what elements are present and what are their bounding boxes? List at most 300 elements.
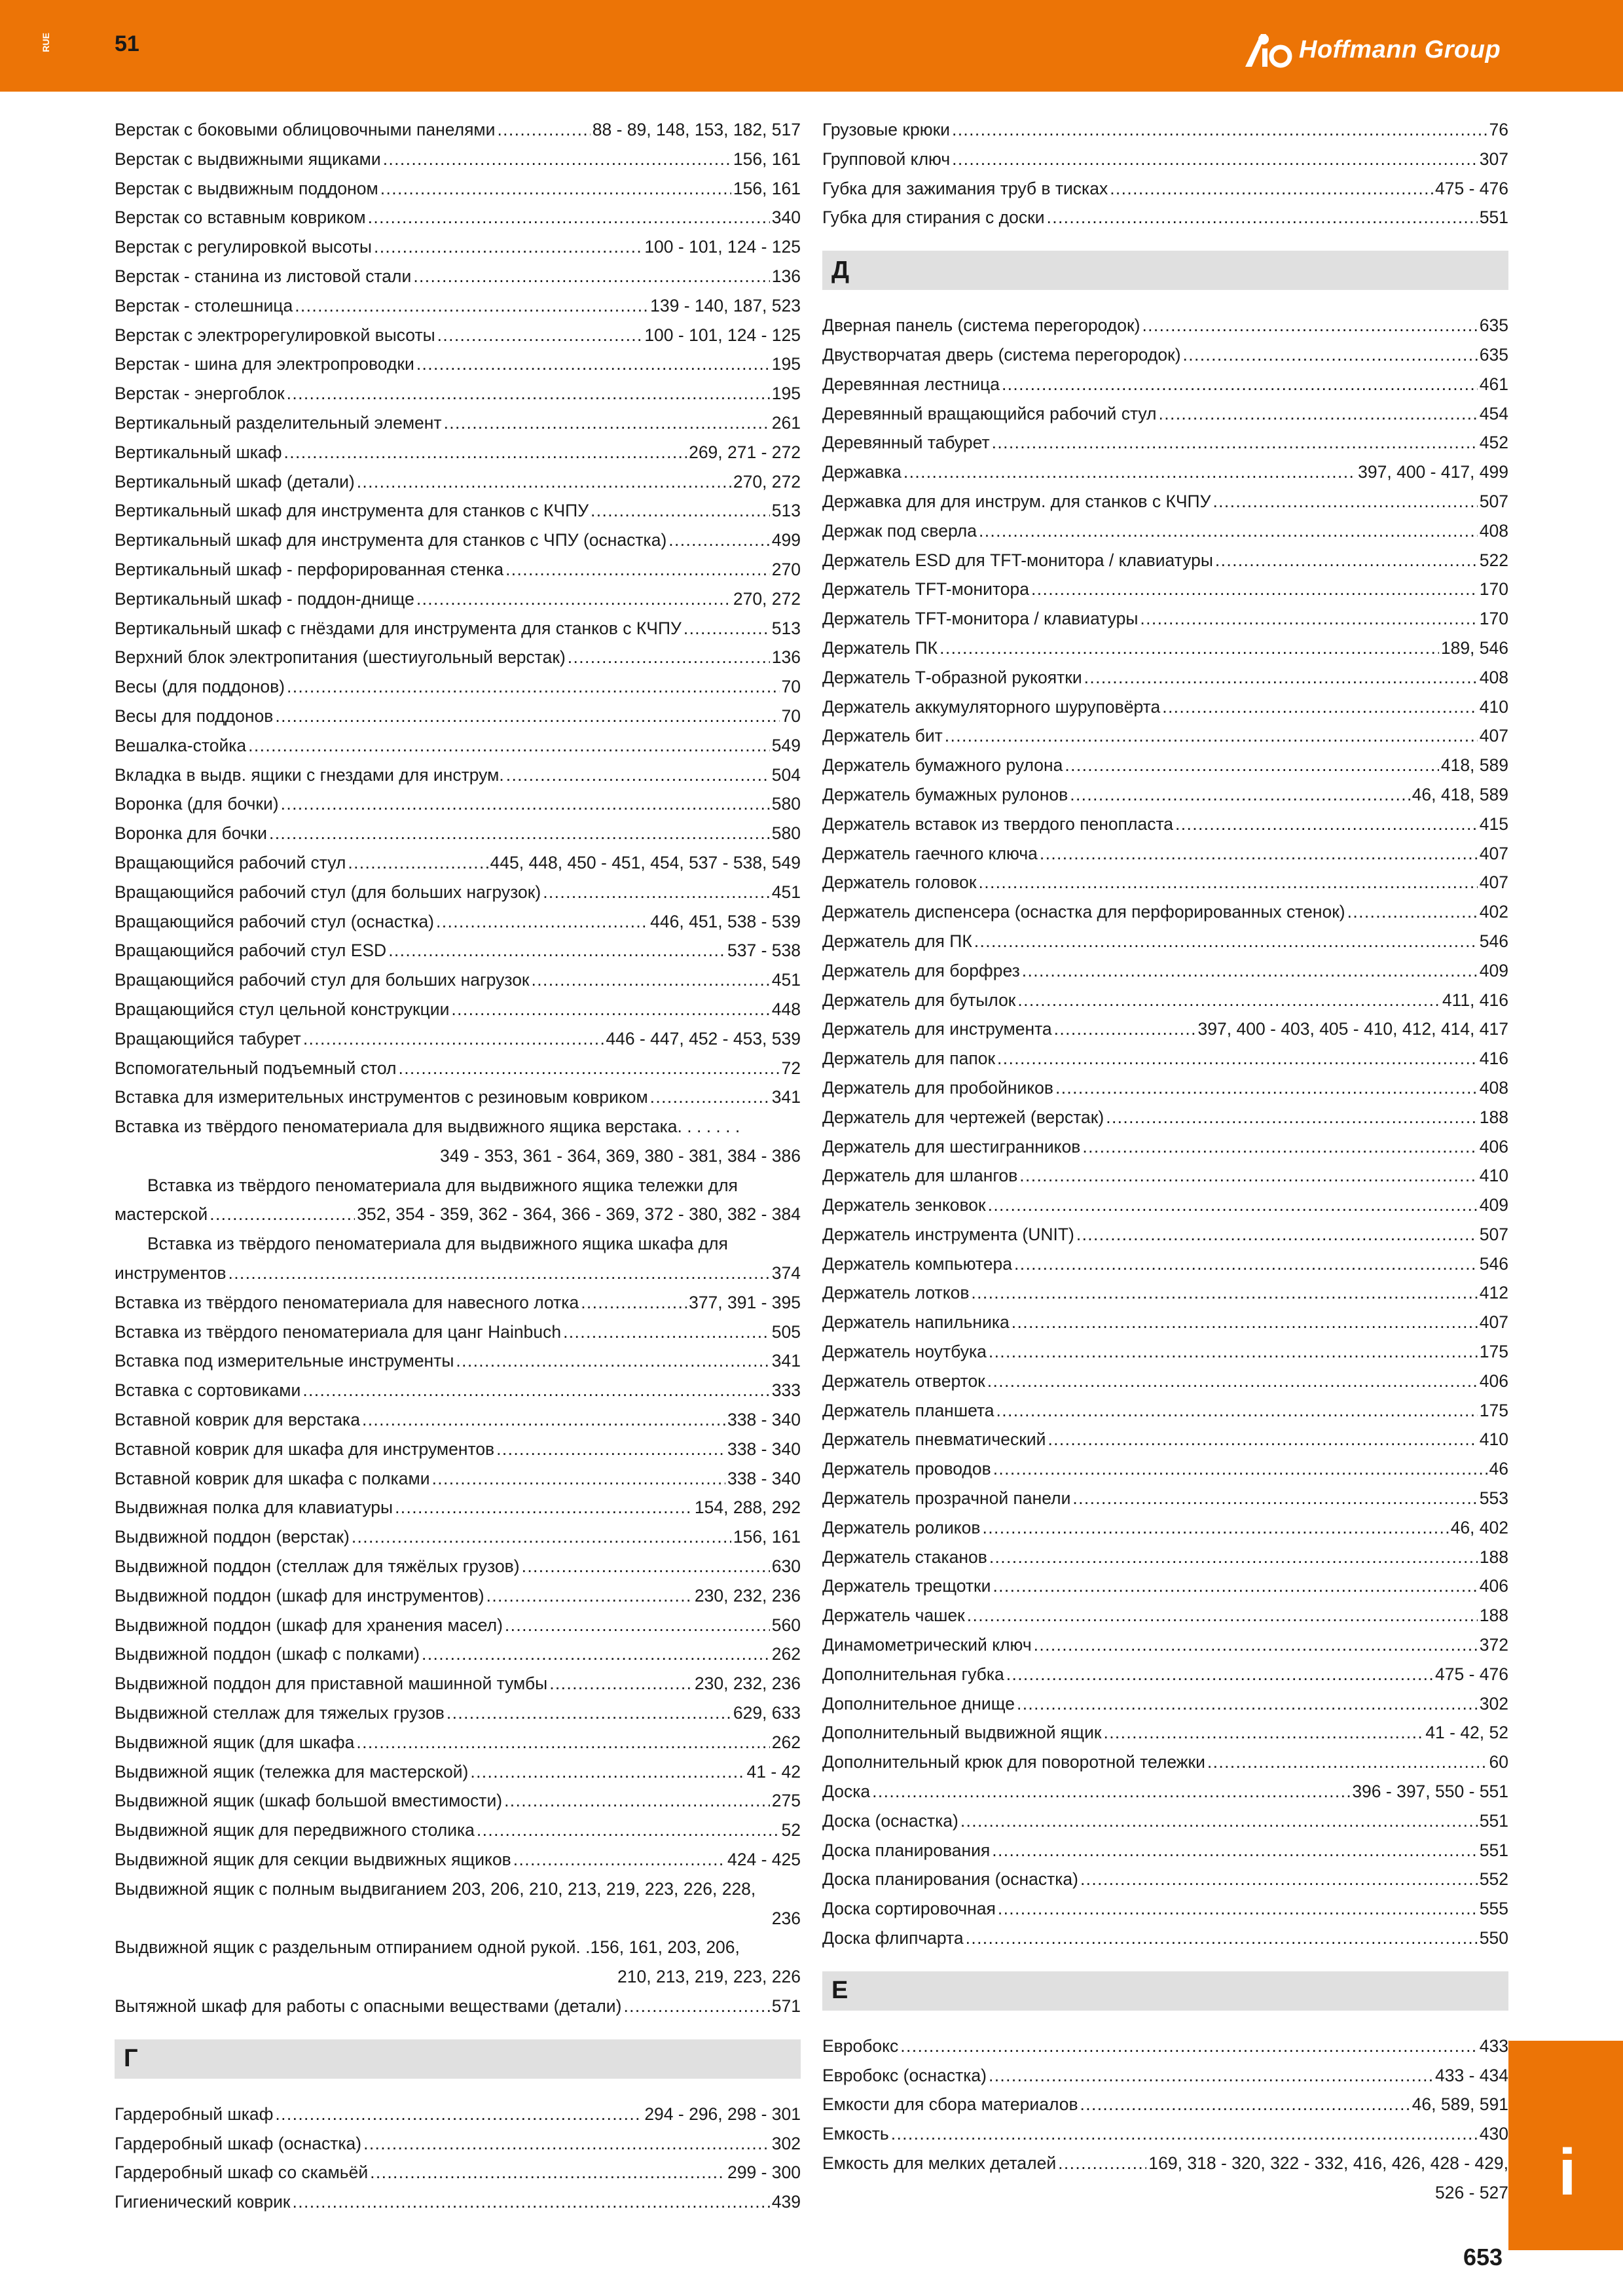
entry-pages: 410	[1479, 696, 1508, 717]
list-item	[115, 1493, 801, 1522]
entry-term: Верхний блок электропитания (шестиугольный верстак)	[115, 647, 566, 668]
entry-pages: 499	[771, 530, 801, 550]
entry-term: Емкость для мелких деталей	[822, 2153, 1057, 2173]
leader-dots	[993, 1571, 1477, 1601]
list-item	[822, 1660, 1508, 1689]
list-item	[822, 1454, 1508, 1484]
entry-term: Вставной коврик для шкафа с полками	[115, 1468, 430, 1488]
entry-pages: 507	[1479, 1224, 1508, 1244]
entry-pages: 70	[781, 706, 801, 726]
entry-pages: 333	[771, 1380, 801, 1401]
list-item	[822, 546, 1508, 575]
entry-pages: 415	[1479, 814, 1508, 834]
entry-term: Держатель для пробойников	[822, 1077, 1053, 1098]
logo-text: Hoffmann Group	[1299, 35, 1501, 63]
entry-term: Весы (для поддонов)	[115, 677, 285, 697]
leader-dots	[1183, 340, 1478, 370]
entry-term: Выдвижной ящик для секции выдвижных ящиков	[115, 1850, 511, 1870]
leader-dots	[470, 1757, 744, 1787]
leader-dots	[1072, 1484, 1477, 1513]
leader-dots	[900, 2032, 1477, 2061]
list-item	[822, 1367, 1508, 1396]
entry-pages: 270, 272	[733, 588, 801, 609]
entry-term: Групповой ключ	[822, 149, 951, 169]
entry-pages: 513	[771, 501, 801, 521]
entry-pages: 195	[771, 384, 801, 404]
leader-dots	[486, 1581, 693, 1611]
list-item	[115, 496, 801, 526]
entry-term: Держатель стаканов	[822, 1547, 987, 1567]
entry-term: Динамометрический ключ	[822, 1635, 1032, 1655]
entry-pages: 445, 448, 450 - 451, 454, 537 - 538, 549	[490, 852, 801, 872]
leader-dots	[668, 526, 770, 555]
list-item	[115, 1200, 801, 1229]
entry-pages: 551	[1479, 1810, 1508, 1831]
entry-term: Верстак с электрорегулировкой высоты	[115, 325, 435, 345]
list-item	[115, 614, 801, 643]
leader-dots	[1215, 546, 1478, 575]
leader-dots	[380, 174, 731, 204]
leader-dots	[395, 1493, 693, 1522]
entry-term: Дверная панель (система перегородок)	[822, 315, 1140, 336]
entry-term: Верстак с выдвижным поддоном	[115, 178, 378, 198]
entry-term: Держатель для ПК	[822, 931, 972, 951]
list-item	[822, 487, 1508, 516]
entry-term: Держатель для шестигранников	[822, 1136, 1081, 1157]
entry-pages: 537 - 538	[727, 941, 801, 961]
entry-term: Доска сортировочная	[822, 1899, 996, 1919]
entry-term: Держатель инструмента (UNIT)	[822, 1224, 1074, 1244]
list-item	[822, 457, 1508, 487]
list-item	[822, 2119, 1508, 2149]
entry-term: Держатель проводов	[822, 1459, 991, 1479]
entry-pages: 302	[771, 2133, 801, 2153]
leader-dots	[303, 1024, 604, 1054]
entry-pages: 195	[771, 354, 801, 374]
leader-dots	[966, 1924, 1478, 1953]
entry-term: Воронка для бочки	[115, 823, 267, 844]
entry-pages: 505	[771, 1321, 801, 1342]
entry-pages: 307	[1479, 149, 1508, 169]
entry-pages: 88 - 89, 148, 153, 182, 517	[592, 120, 801, 139]
entry-pages: 170	[1479, 609, 1508, 629]
list-item	[115, 936, 801, 965]
leader-dots	[416, 350, 770, 379]
entry-pages: 526 - 527	[1435, 2182, 1508, 2202]
leader-dots	[543, 878, 770, 907]
leader-dots	[210, 1200, 355, 1229]
list-item	[115, 1259, 801, 1288]
entry-term: Выдвижной ящик с полным выдвиганием 203, 206, 210, 213, 219, 223, 226, 228,	[115, 1878, 756, 1899]
entry-pages: 46, 589, 591	[1412, 2094, 1508, 2115]
list-item	[822, 399, 1508, 429]
entry-term: Вертикальный разделительный элемент	[115, 412, 442, 433]
entry-pages: 46	[1489, 1459, 1508, 1479]
list-item	[115, 1669, 801, 1698]
list-item	[115, 1552, 801, 1581]
leader-dots	[549, 1669, 693, 1698]
entry-pages: 407	[1479, 1312, 1508, 1333]
entry-pages: 136	[771, 266, 801, 286]
entry-pages: 338 - 340	[727, 1410, 801, 1430]
leader-dots	[1080, 2090, 1410, 2119]
leader-dots	[581, 1288, 687, 1318]
leader-dots	[505, 1611, 770, 1640]
entry-pages: 188	[1479, 1547, 1508, 1567]
list-item	[822, 1044, 1508, 1073]
leader-dots	[960, 1806, 1478, 1836]
leader-dots	[988, 1191, 1478, 1220]
list-item	[822, 1543, 1508, 1572]
entry-pages: 408	[1479, 520, 1508, 541]
entry-list	[822, 115, 1508, 232]
leader-dots	[348, 848, 488, 878]
entry-term: Грузовые крюки	[822, 120, 950, 139]
leader-dots	[971, 1278, 1477, 1308]
entry-term: Вставка из твёрдого пеноматериала для выдвижного ящика шкафа для	[147, 1234, 728, 1254]
leader-dots	[1034, 1630, 1478, 1660]
entry-pages: 424 - 425	[727, 1850, 801, 1870]
list-item	[822, 2178, 1508, 2208]
entry-term: Держатель лотков	[822, 1283, 970, 1303]
list-item	[115, 1611, 801, 1640]
leader-dots	[388, 936, 725, 965]
entry-term: Держатель трещотки	[822, 1576, 991, 1596]
list-item	[822, 751, 1508, 780]
page-number-top: 51	[115, 31, 139, 56]
entry-term: Выдвижной ящик для передвижного столика	[115, 1820, 475, 1840]
entry-term: Держатель отверток	[822, 1371, 985, 1391]
leader-dots	[1006, 1660, 1433, 1689]
entry-pages: 408	[1479, 667, 1508, 687]
leader-dots	[563, 1318, 770, 1347]
leader-dots	[997, 1044, 1478, 1073]
entry-term: Весы для поддонов	[115, 706, 274, 726]
entry-pages: 397, 400 - 417, 499	[1358, 462, 1508, 482]
entry-pages: 139 - 140, 187, 523	[650, 295, 801, 315]
leader-dots	[1103, 1718, 1423, 1748]
leader-dots	[275, 2100, 642, 2129]
entry-pages: 261	[771, 412, 801, 433]
list-item	[115, 819, 801, 848]
leader-dots	[1002, 370, 1478, 399]
entry-pages: 156, 161	[733, 149, 801, 169]
section-header-d: Д	[822, 251, 1508, 290]
leader-dots	[352, 1522, 731, 1552]
leader-dots	[989, 1337, 1478, 1367]
leader-dots	[497, 115, 590, 145]
list-item	[822, 897, 1508, 927]
entry-list	[115, 1992, 801, 2021]
leader-dots	[684, 614, 770, 643]
list-item	[822, 1073, 1508, 1103]
index-column-right	[822, 115, 1508, 2208]
entry-term: Держатель напильника	[822, 1312, 1010, 1333]
list-item	[115, 1435, 801, 1464]
list-item	[822, 1601, 1508, 1630]
entry-pages: 504	[771, 764, 801, 785]
entry-pages: 156, 161	[733, 178, 801, 198]
leader-dots	[1012, 1308, 1478, 1337]
entry-pages: 175	[1479, 1400, 1508, 1420]
list-item	[822, 927, 1508, 956]
entry-term: Вертикальный шкаф - поддон-днище	[115, 588, 414, 609]
list-item	[115, 1581, 801, 1611]
list-item	[822, 2090, 1508, 2119]
entry-pages: 189, 546	[1440, 637, 1508, 658]
leader-dots	[437, 321, 643, 350]
entry-pages: 412	[1479, 1283, 1508, 1303]
list-item	[822, 2149, 1508, 2178]
list-item	[115, 1874, 801, 1933]
entry-pages: 154, 288, 292	[694, 1498, 801, 1518]
entry-term: Вращающийся рабочий стул для больших нагрузок	[115, 970, 530, 990]
list-item	[115, 1816, 801, 1845]
entry-term: Вращающийся рабочий стул ESD	[115, 941, 387, 961]
entry-pages: 46, 418, 589	[1412, 784, 1508, 804]
page-number-bottom: 653	[1463, 2244, 1503, 2270]
leader-dots	[992, 428, 1478, 457]
entry-pages: 406	[1479, 1371, 1508, 1391]
entry-term: Выдвижной ящик (тележка для мастерской)	[115, 1761, 469, 1782]
list-item	[822, 174, 1508, 204]
entry-term: Держатель ESD для TFT-монитора / клавиатуры	[822, 550, 1213, 570]
leader-dots	[413, 262, 769, 291]
entry-pages: 156, 161	[733, 1527, 801, 1547]
leader-dots	[374, 232, 642, 262]
leader-dots	[506, 761, 770, 790]
entry-pages: 408	[1479, 1077, 1508, 1098]
entry-term: Вертикальный шкаф для инструмента для станков с ЧПУ (оснастка)	[115, 530, 667, 550]
entry-pages: 270, 272	[733, 471, 801, 492]
entry-pages: 410	[1479, 1166, 1508, 1186]
entry-pages: 338 - 340	[727, 1468, 801, 1488]
list-item	[115, 1171, 801, 1200]
leader-dots	[302, 1376, 769, 1405]
entry-pages: 397, 400 - 403, 405 - 410, 412, 414, 417	[1197, 1019, 1508, 1039]
entry-pages: 451	[771, 970, 801, 990]
leader-dots	[1017, 986, 1440, 1015]
list-item	[822, 2032, 1508, 2061]
entry-pages: 446 - 447, 452 - 453, 539	[606, 1028, 801, 1049]
list-item	[822, 516, 1508, 546]
entry-pages: 409	[1479, 1195, 1508, 1215]
leader-dots	[513, 1845, 725, 1874]
list-item	[822, 604, 1508, 634]
list-item	[115, 1288, 801, 1318]
entry-pages: 446, 451, 538 - 539	[650, 911, 801, 931]
leader-dots	[974, 927, 1478, 956]
entry-term: Держатель для папок	[822, 1049, 996, 1069]
entry-list	[822, 311, 1508, 1953]
entry-pages: 507	[1479, 491, 1508, 511]
list-item	[822, 1777, 1508, 1806]
entry-pages: 475 - 476	[1435, 1664, 1508, 1684]
leader-dots	[1076, 1220, 1478, 1249]
list-item	[822, 956, 1508, 986]
list-item	[115, 1376, 801, 1405]
leader-dots	[456, 1346, 769, 1376]
entry-pages: 52	[781, 1820, 801, 1840]
entry-pages: 433 - 434	[1435, 2065, 1508, 2085]
entry-pages: 546	[1479, 931, 1508, 951]
list-item	[822, 1630, 1508, 1660]
entry-pages: 341	[771, 1351, 801, 1371]
list-item	[115, 2100, 801, 2129]
entry-pages: 416	[1479, 1049, 1508, 1069]
leader-dots	[383, 145, 731, 174]
list-item	[115, 995, 801, 1024]
entry-term: Держатель бумажного рулона	[822, 755, 1063, 776]
leader-dots	[1207, 1748, 1487, 1777]
entry-pages: 294 - 296, 298 - 301	[644, 2104, 801, 2124]
entry-pages: 629, 633	[733, 1703, 801, 1723]
entry-term: Выдвижная полка для клавиатуры	[115, 1498, 393, 1518]
entry-pages: 451	[771, 882, 801, 902]
entry-term: Держатель прозрачной панели	[822, 1488, 1071, 1509]
list-item	[115, 262, 801, 291]
list-item	[115, 174, 801, 204]
leader-dots	[939, 634, 1439, 663]
entry-pages: 550	[1479, 1928, 1508, 1948]
list-item	[115, 878, 801, 907]
entry-pages: 341	[771, 1087, 801, 1107]
leader-dots	[370, 2158, 725, 2187]
entry-term: Держак под сверла	[822, 520, 977, 541]
entry-pages: 377, 391 - 395	[689, 1292, 801, 1312]
leader-dots	[1159, 399, 1478, 429]
entry-term: Державка	[822, 462, 902, 482]
entry-pages: 580	[771, 823, 801, 844]
leader-dots	[952, 145, 1478, 174]
list-item	[822, 1513, 1508, 1543]
entry-pages: 100 - 101, 124 - 125	[644, 325, 801, 345]
entry-pages: 560	[771, 1615, 801, 1635]
entry-term: Выдвижной поддон (верстак)	[115, 1527, 350, 1547]
entry-term: Вертикальный шкаф для инструмента для станков с КЧПУ	[115, 501, 589, 521]
entry-term: Держатель TFT-монитора / клавиатуры	[822, 609, 1139, 629]
entry-pages: 635	[1479, 315, 1508, 336]
leader-dots	[1082, 1132, 1477, 1162]
leader-dots	[623, 1992, 769, 2021]
entry-term: Верстак со вставным ковриком	[115, 207, 366, 228]
list-item	[822, 1132, 1508, 1162]
entry-term: Держатель аккумуляторного шуруповёрта	[822, 696, 1161, 717]
leader-dots	[362, 1405, 725, 1435]
list-item	[115, 1229, 801, 1259]
leader-dots	[650, 1083, 770, 1112]
leader-dots	[891, 2119, 1478, 2149]
entry-term: Гардеробный шкаф со скамьёй	[115, 2162, 369, 2183]
entry-pages: 513	[771, 618, 801, 638]
list-item	[115, 643, 801, 672]
entry-term: Губка для зажимания труб в тисках	[822, 178, 1108, 198]
entry-pages: 230, 232, 236	[694, 1585, 801, 1605]
entry-term: Верстак с боковыми облицовочными панелями	[115, 120, 496, 139]
list-item	[115, 965, 801, 995]
entry-term: Держатель для чертежей (верстак)	[822, 1107, 1104, 1127]
entry-list	[115, 115, 801, 1112]
entry-term: Вставка из твёрдого пеноматериала для выдвижного ящика верстака. . . . . . .	[115, 1117, 740, 1137]
entry-pages: 60	[1489, 1752, 1508, 1772]
entry-term: Держатель бит	[822, 726, 943, 746]
entry-pages: 372	[1479, 1635, 1508, 1655]
list-item	[822, 780, 1508, 810]
entry-term: Доска флипчарта	[822, 1928, 964, 1948]
leader-dots	[436, 907, 648, 937]
list-item	[115, 1757, 801, 1787]
list-item	[115, 555, 801, 584]
entry-term: Емкости для сбора материалов	[822, 2094, 1078, 2115]
leader-dots	[356, 1728, 769, 1757]
list-item	[115, 731, 801, 761]
list-item	[822, 2061, 1508, 2090]
leader-dots	[281, 789, 770, 819]
leader-dots	[1031, 575, 1478, 604]
entry-pages: 418, 589	[1440, 755, 1508, 776]
list-item	[115, 1083, 801, 1112]
entry-term: Верстак - энергоблок	[115, 384, 285, 404]
entry-pages: 340	[771, 207, 801, 228]
leader-dots	[1048, 1425, 1477, 1454]
entry-term: Вертикальный шкаф с гнёздами для инструмента для станков с КЧПУ	[115, 618, 682, 638]
entry-pages: 349 - 353, 361 - 364, 369, 380 - 381, 384 - 386	[439, 1145, 801, 1166]
entry-term: Вертикальный шкаф (детали)	[115, 471, 355, 492]
header-bar	[0, 0, 1623, 92]
entry-term: Держатель для борфрез	[822, 960, 1020, 980]
entry-pages: 430	[1479, 2124, 1508, 2144]
leader-dots	[1106, 1103, 1478, 1132]
list-item	[822, 1484, 1508, 1513]
list-item	[115, 145, 801, 174]
leader-dots	[363, 2129, 770, 2159]
entry-pages: 299 - 300	[727, 2162, 801, 2183]
entry-pages: 475 - 476	[1435, 178, 1508, 198]
entry-pages: 41 - 42, 52	[1425, 1723, 1508, 1743]
entry-term: Верстак с регулировкой высоты	[115, 237, 372, 257]
entry-pages: 275	[771, 1791, 801, 1811]
entry-pages: 406	[1479, 1136, 1508, 1157]
entry-pages: 571	[771, 1996, 801, 2016]
entry-term: Выдвижной поддон (шкаф с полками)	[115, 1644, 420, 1664]
entry-term: Выдвижной поддон (шкаф для инструментов)	[115, 1585, 484, 1605]
list-item	[822, 203, 1508, 232]
leader-dots	[287, 379, 770, 408]
language-code: RUE	[41, 33, 51, 52]
entry-term: Выдвижной стеллаж для тяжелых грузов	[115, 1703, 445, 1723]
entry-term: Верстак с выдвижными ящиками	[115, 149, 381, 169]
list-item	[115, 1992, 801, 2021]
entry-term: Гардеробный шкаф (оснастка)	[115, 2133, 362, 2153]
list-item	[115, 467, 801, 497]
logo-mark-icon	[1244, 31, 1292, 68]
entry-pages: 407	[1479, 726, 1508, 746]
leader-dots	[1054, 1014, 1196, 1044]
entry-term: Доска (оснастка)	[822, 1810, 958, 1831]
list-item	[115, 702, 801, 731]
index-column-left	[115, 115, 801, 2217]
entry-pages: 552	[1479, 1869, 1508, 1890]
list-item	[115, 1405, 801, 1435]
entry-pages: 407	[1479, 843, 1508, 863]
leader-dots	[1175, 810, 1478, 839]
list-item	[822, 868, 1508, 897]
list-item	[822, 1308, 1508, 1337]
list-item	[115, 1522, 801, 1552]
list-item	[115, 2158, 801, 2187]
entry-pages: 46, 402	[1450, 1517, 1508, 1537]
entry-pages: 70	[781, 677, 801, 697]
